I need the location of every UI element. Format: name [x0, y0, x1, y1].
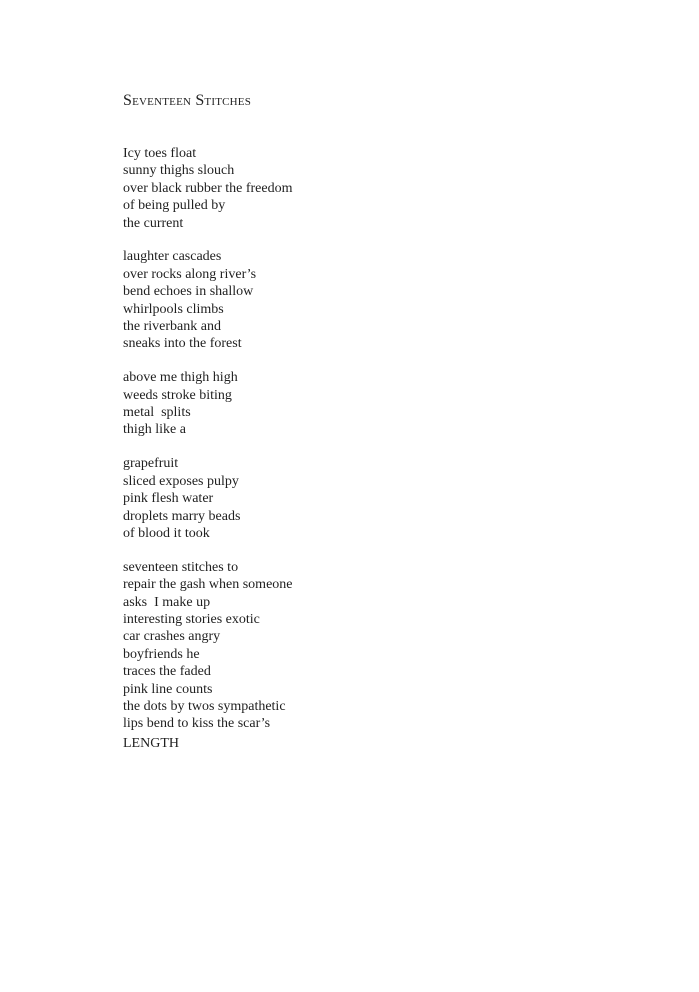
poem-line: the riverbank and — [123, 319, 221, 335]
poem-line: seventeen stitches to — [123, 559, 239, 575]
poem-line: interesting stories exotic — [123, 611, 260, 627]
poem-line: Icy toes float — [123, 146, 197, 161]
poem-line: the dots by twos sympathetic — [123, 698, 286, 714]
poem-line: laughter cascades — [123, 249, 222, 265]
poem-line: sliced exposes pulpy — [123, 473, 239, 489]
poem-line: pink line counts — [123, 681, 213, 697]
poem-line: the current — [123, 215, 184, 231]
poem-line: whirlpools climbs — [123, 301, 224, 317]
stanza-1 — [123, 145, 623, 232]
poem-line: weeds stroke biting — [123, 387, 232, 403]
poem-line: bend echoes in shallow — [123, 284, 254, 300]
poem-line: pink flesh water — [123, 491, 214, 507]
stanza-5 — [123, 559, 623, 752]
poem-body — [123, 145, 623, 769]
stanza-3 — [123, 369, 623, 439]
poem-line: sunny thighs slouch — [123, 163, 235, 179]
poem-line: car crashes angry — [123, 629, 221, 645]
poem-line: over rocks along river’s — [123, 266, 257, 282]
poem-line: repair the gash when someone — [123, 577, 293, 593]
poem-line: asks I make up — [123, 594, 211, 610]
poem-line: boyfriends he — [123, 646, 200, 662]
poem-line: sneaks into the forest — [123, 336, 242, 352]
poem-line: traces the faded — [123, 664, 211, 680]
poem-line: lips bend to kiss the scar’s — [123, 716, 271, 732]
poem-line: of blood it took — [123, 525, 210, 541]
stanza-4 — [123, 455, 623, 542]
poem-line: metal splits — [123, 405, 191, 421]
poem-line: droplets marry beads — [123, 508, 241, 524]
stanza-2 — [123, 248, 623, 352]
poem-title: Seventeen Stitches — [123, 92, 252, 109]
poem-line: of being pulled by — [123, 198, 226, 214]
poem-last-line: LENGTH — [123, 735, 179, 751]
poem-line: grapefruit — [123, 456, 179, 472]
poem-line: over black rubber the freedom — [123, 180, 293, 196]
poem-line: above me thigh high — [123, 370, 238, 386]
poem-line: thigh like a — [123, 422, 186, 438]
